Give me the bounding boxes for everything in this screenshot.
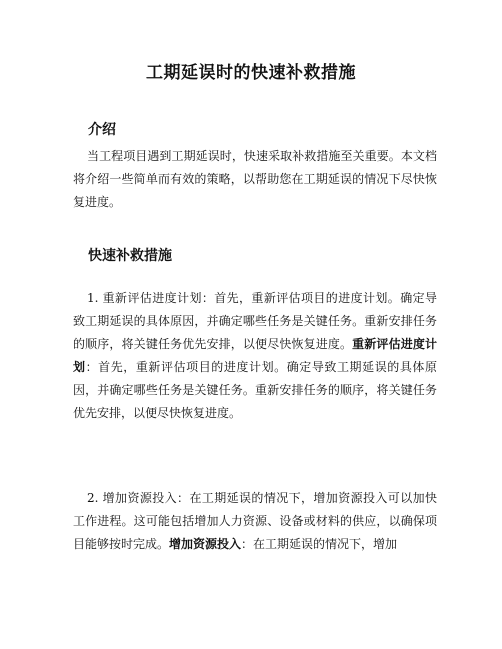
measure-item-2-lead: 2. 增加资源投入：在工期延误的情况下，增加资源投入可以加快工作进程。这可能包括增加人力资源、设备或材料的供应，以确保项目能够按时完成。 <box>73 491 437 551</box>
measure-item-1 <box>73 287 437 425</box>
document-title: 工期延误时的快速补救措施 <box>146 63 356 83</box>
measure-item-2-bold: 增加资源投入 <box>169 537 242 551</box>
measure-item-2 <box>73 487 437 556</box>
measure-item-1-bold: 重新评估进度计划 <box>73 337 437 374</box>
intro-paragraph: 当工程项目遇到工期延误时，快速采取补救措施至关重要。本文档将介绍一些简单而有效的策略，以帮助您在工期延误的情况下尽快恢复进度。 <box>73 149 437 209</box>
measure-item-1-tail: ：首先，重新评估项目的进度计划。确定导致工期延误的具体原因，并确定哪些任务是关键任务。重新安排任务的顺序，将关键任务优先安排，以便尽快恢复进度。 <box>73 360 437 420</box>
section-heading-intro: 介绍 <box>88 122 116 138</box>
section-heading-measures: 快速补救措施 <box>88 248 172 264</box>
measure-item-2-tail: ：在工期延误的情况下，增加 <box>241 537 398 551</box>
measure-item-1-lead: 1. 重新评估进度计划：首先，重新评估项目的进度计划。确定导致工期延误的具体原因，并确定哪些任务是关键任务。重新安排任务的顺序，将关键任务优先安排，以便尽快恢复进度。 <box>73 291 437 351</box>
